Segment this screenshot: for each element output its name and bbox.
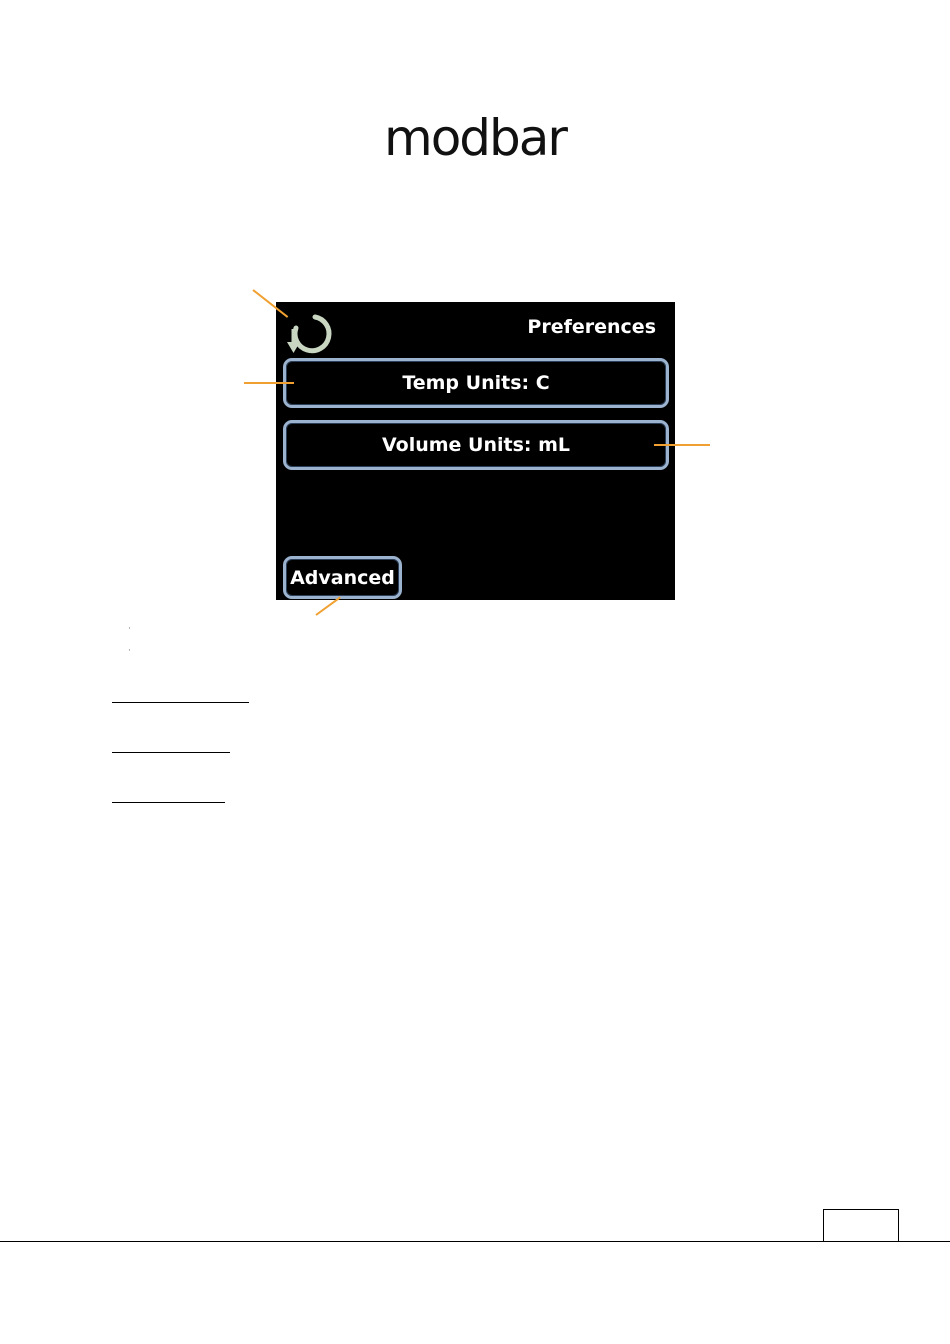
page-number-box <box>823 1209 899 1241</box>
marker-dot: · <box>128 646 131 656</box>
temp-units-button[interactable]: Temp Units: C <box>283 358 669 408</box>
back-icon[interactable] <box>281 309 333 359</box>
callout-volume <box>654 444 710 446</box>
volume-units-button[interactable]: Volume Units: mL <box>283 420 669 470</box>
modbar-logo: modbar <box>384 109 566 167</box>
footer-rule <box>0 1241 950 1242</box>
marker-dot: · <box>128 624 131 634</box>
underline-1 <box>112 702 249 703</box>
callout-temp <box>244 382 294 384</box>
underline-3 <box>112 802 225 803</box>
device-screen <box>276 302 675 600</box>
screen-title: Preferences <box>527 316 656 338</box>
advanced-button[interactable]: Advanced <box>283 556 402 599</box>
underline-2 <box>112 752 230 753</box>
